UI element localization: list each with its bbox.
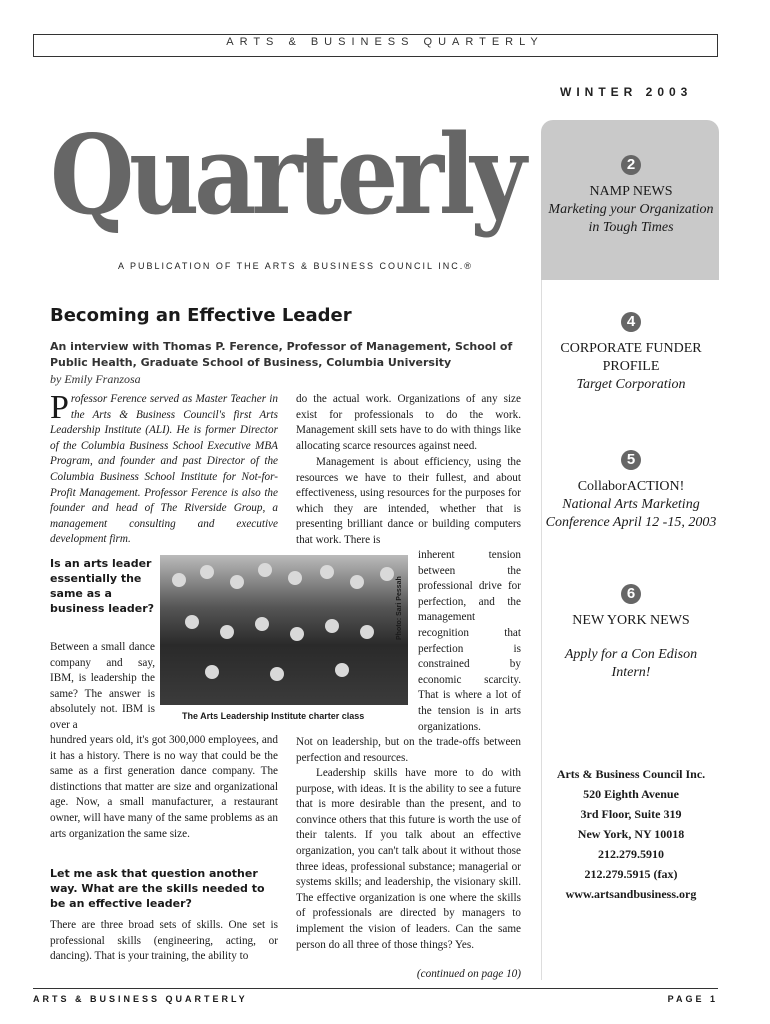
phone: 212.279.5910 [598, 847, 664, 861]
intro-paragraph [50, 389, 278, 548]
sidebar-item-subtitle: Marketing your Organization in Tough Times [548, 202, 714, 235]
sidebar-item-subtitle: Apply for a Con Edison Intern! [564, 647, 698, 680]
sidebar-item-title: CollaborACTION! [577, 479, 685, 494]
col2-para-2-top: Management is about efficiency, using the resources we have to their fullest, and about effectiveness, using resources for the purposes for which they are intended, whether that is presenting brilliant dance or building computers that work. There is [296, 456, 521, 546]
group-photo [160, 555, 408, 705]
sidebar-item-title: NAMP NEWS [589, 184, 673, 199]
photo-figure [270, 667, 284, 681]
answer-1-continued: hundred years old, it's got 300,000 employees, and it has a history. There is no way that could be the same as a first generation dance company. The distinctions that matter are size and organizational age. Now, a small manufacturer, a restaurant owner, will have many of the same problems as an arts organization the same size. [50, 734, 278, 840]
footer-publication: ARTS & BUSINESS QUARTERLY [33, 994, 248, 1004]
city: New York, NY 10018 [577, 827, 685, 841]
photo-figure [258, 563, 272, 577]
sidebar-divider [541, 280, 542, 980]
issue-season: WINTER 2003 [560, 85, 693, 99]
website-link[interactable]: www.artsandbusiness.org [565, 887, 697, 901]
sidebar-item-collaboraction[interactable] [545, 450, 717, 532]
answer-1-rest [50, 733, 278, 842]
top-rule [33, 56, 718, 57]
answer-2: There are three broad sets of skills. One set is professional skills (engineering, acting, or dancing). That is your training, the ability to [50, 919, 278, 963]
photo-figure [335, 663, 349, 677]
sidebar-item-funder[interactable] [545, 312, 717, 394]
sidebar-item-namp[interactable] [545, 155, 717, 237]
street: 520 Eighth Avenue [583, 787, 679, 801]
masthead: Quarterly [50, 110, 522, 239]
col2-para-1: do the actual work. Organizations of any size exist for professionals to do the work. Management skill sets have to do with things like allocating scarce resources against need. [296, 393, 521, 452]
photo-figure [172, 573, 186, 587]
photo-figure [255, 617, 269, 631]
question-2: Let me ask that question another way. What are the skills needed to be an effective leader? [50, 867, 265, 910]
photo-figure [325, 619, 339, 633]
photo-figure [350, 575, 364, 589]
article-headline: Becoming an Effective Leader [50, 305, 352, 326]
photo-figure [185, 615, 199, 629]
photo-figure [320, 565, 334, 579]
byline: by Emily Franzosa [50, 372, 141, 386]
photo-figure [380, 567, 394, 581]
photo-figure [220, 625, 234, 639]
org-name: Arts & Business Council Inc. [556, 767, 706, 781]
photo-figure [200, 565, 214, 579]
page-number-badge: 2 [621, 155, 641, 175]
photo-figure [360, 625, 374, 639]
intro-text: rofessor Ference served as Master Teacher in the Arts & Business Council's first Arts Leadership Institute (ALI). He is former Director of the Columbia Business School Executive MBA Program, and founder and past Director of the Columbia Business School Institute for Not-for-Profit Management. Professor Ference is also the founder and head of The Riverside Group, a management consulting and executive development firm. [50, 393, 278, 546]
fax: 212.279.5915 (fax) [584, 867, 678, 881]
page-number-badge: 6 [621, 584, 641, 604]
photo-figure [230, 575, 244, 589]
column-two-top [296, 392, 521, 454]
footer-rule [33, 988, 718, 989]
sidebar-item-title: NEW YORK NEWS [572, 613, 690, 628]
tagline: A PUBLICATION OF THE ARTS & BUSINESS COUNCIL INC.® [118, 261, 473, 271]
article-subhead: An interview with Thomas P. Ference, Professor of Management, School of Public Health, Graduate School of Business, Columbia University [50, 340, 513, 369]
col2-para-2-wrap: inherent tension between the professional drive for perfection, and the management recognition that perfection is constrained by economic scarcity. That is where a lot of the tension is in arts organizations. [418, 549, 521, 733]
photo-caption: The Arts Leadership Institute charter class [182, 711, 365, 721]
page-number-badge: 5 [621, 450, 641, 470]
sidebar-item-ny-news[interactable] [545, 584, 717, 682]
photo-credit: Photo: Sari Pessah [396, 576, 403, 640]
photo-figure [205, 665, 219, 679]
col2-para-2-end: Not on leadership, but on the trade-offs between perfection and resources. [296, 736, 521, 764]
photo-figure [288, 571, 302, 585]
footer-page-number: PAGE 1 [667, 994, 718, 1004]
col2-para-3: Leadership skills have more to do with purpose, with ideas. It is the ability to see a future that is more desirable than the present, and to convince others that this future is worth the use of their talents. If you talk about an effective organization, you can't talk about it without those three ideas, professional substance; managerial or systems skills; and leadership, the visionary skill. The effective organization is one where the skills of professionals are directed by managers to implement the vision of leaders. Can the same person do all three of those things? Yes. [296, 767, 521, 951]
sidebar-item-subtitle: National Arts Marketing Conference April 12 -15, 2003 [545, 497, 717, 530]
sidebar-item-subtitle: Target Corporation [576, 377, 686, 392]
address-block [545, 764, 717, 904]
drop-cap: P [50, 389, 69, 426]
answer-1-wrap [50, 640, 155, 734]
continued-note[interactable]: (continued on page 10) [416, 968, 521, 980]
photo-figure [290, 627, 304, 641]
suite: 3rd Floor, Suite 319 [580, 807, 682, 821]
sidebar-item-title: CORPORATE FUNDER PROFILE [560, 341, 702, 374]
answer-1-lead: Between a small dance company and say, IBM, is leadership the same? The answer is absolutely not. IBM is over a [50, 641, 155, 731]
question-1: Is an arts leader essentially the same as a business leader? [50, 557, 155, 615]
series-title: ARTS & BUSINESS QUARTERLY [226, 36, 544, 48]
page-number-badge: 4 [621, 312, 641, 332]
